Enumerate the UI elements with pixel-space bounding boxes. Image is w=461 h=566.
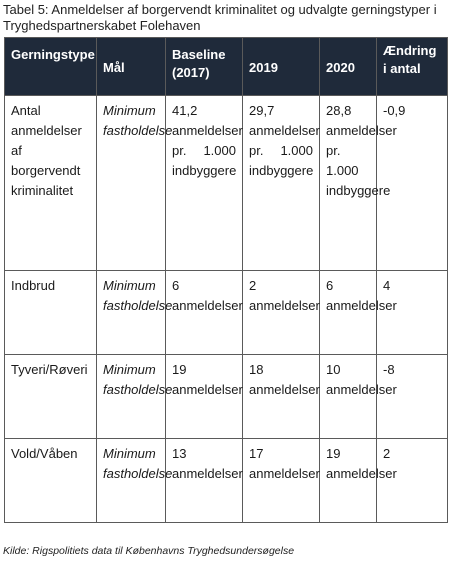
header-2019: 2019 bbox=[243, 38, 320, 96]
cell-2020: 28,8 anmeldelser pr. 1.000 indbyggere bbox=[320, 96, 377, 271]
cell-baseline: 41,2 anmeldelser pr. 1.000 indbyggere bbox=[166, 96, 243, 271]
cell-aendring: 4 bbox=[377, 271, 448, 355]
table-header-row bbox=[5, 38, 448, 96]
cell-2020: 6 anmeldelser bbox=[320, 271, 377, 355]
cell-gerningstype: Tyveri/Røveri bbox=[5, 355, 97, 439]
header-maal: Mål bbox=[97, 38, 166, 96]
cell-maal: Minimum fastholdelse bbox=[97, 271, 166, 355]
header-baseline: Baseline (2017) bbox=[166, 38, 243, 96]
source-note: Kilde: Rigspolitiets data til Københavns Tryghedsundersøgelse bbox=[3, 545, 295, 557]
cell-2019: 29,7 anmeldelser pr. 1.000 indbyggere bbox=[243, 96, 320, 271]
table-caption: Tabel 5: Anmeldelser af borgervendt kriminalitet og udvalgte gerningstyper i Tryghedspartnerskabet Folehaven bbox=[3, 2, 437, 33]
cell-2019: 17 anmeldelser bbox=[243, 439, 320, 523]
cell-2019: 18 anmeldelser bbox=[243, 355, 320, 439]
cell-2019: 2 anmeldelser bbox=[243, 271, 320, 355]
table-row bbox=[5, 271, 448, 355]
cell-2020: 19 anmeldelser bbox=[320, 439, 377, 523]
cell-maal: Minimum fastholdelse bbox=[97, 439, 166, 523]
cell-aendring: -0,9 bbox=[377, 96, 448, 271]
cell-2020: 10 anmeldelser bbox=[320, 355, 377, 439]
cell-gerningstype: Indbrud bbox=[5, 271, 97, 355]
cell-maal: Minimum fastholdelse bbox=[97, 355, 166, 439]
header-gerningstype: Gerningstype bbox=[5, 38, 97, 96]
header-2020: 2020 bbox=[320, 38, 377, 96]
cell-gerningstype: Antal anmeldelser af borgervendt kriminalitet bbox=[5, 96, 97, 271]
cell-aendring: -8 bbox=[377, 355, 448, 439]
table-row bbox=[5, 439, 448, 523]
cell-baseline: 13 anmeldelser bbox=[166, 439, 243, 523]
cell-gerningstype: Vold/Våben bbox=[5, 439, 97, 523]
cell-baseline: 19 anmeldelser bbox=[166, 355, 243, 439]
cell-baseline: 6 anmeldelser bbox=[166, 271, 243, 355]
table-row bbox=[5, 96, 448, 271]
table-row bbox=[5, 355, 448, 439]
cell-aendring: 2 bbox=[377, 439, 448, 523]
crime-table bbox=[4, 37, 448, 523]
cell-maal: Minimum fastholdelse bbox=[97, 96, 166, 271]
header-aendring: Ændring i antal bbox=[377, 38, 448, 96]
